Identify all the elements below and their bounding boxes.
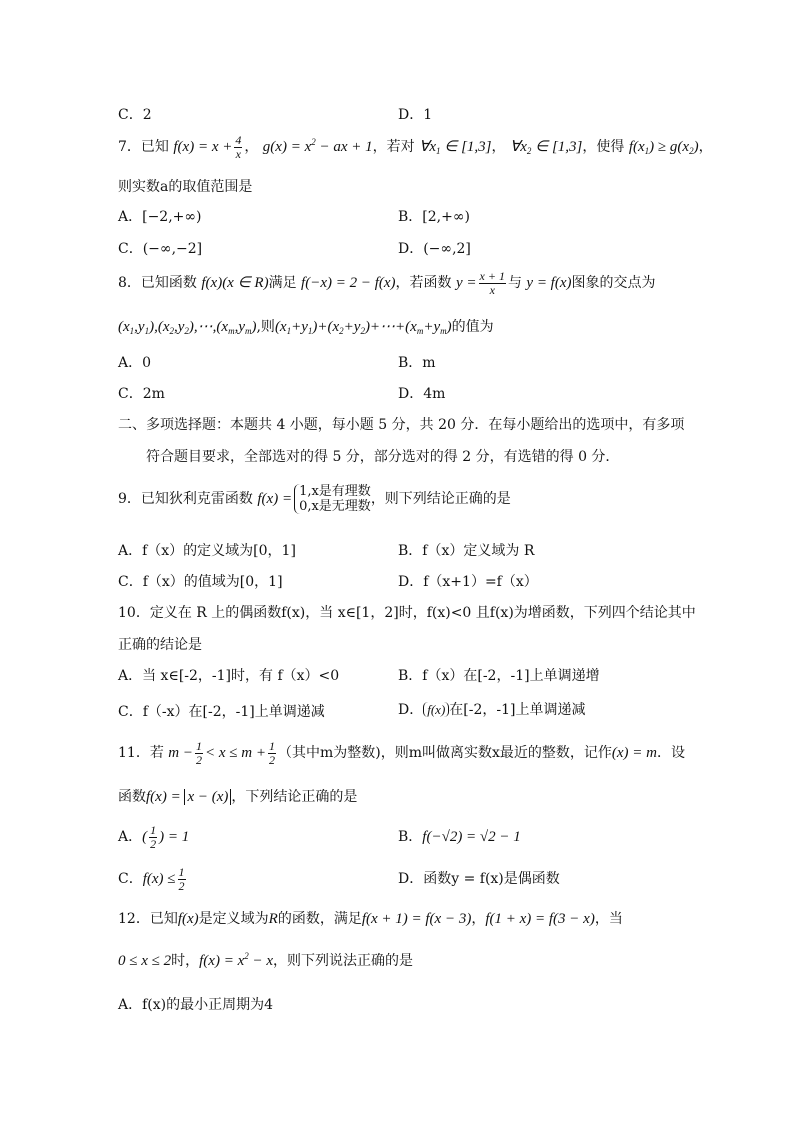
q12-R: R <box>268 911 278 927</box>
q8-stem-c: ，若函数 <box>395 274 452 291</box>
q11-line2-a: 函数 <box>118 789 146 805</box>
q10-abs-f: f(x) <box>423 702 449 717</box>
q8-line2-end: 的值为 <box>451 319 494 335</box>
q8-stem-d: 与 <box>507 274 522 291</box>
q12-cond1: f(x + 1) = f(x − 3) <box>361 911 472 927</box>
q7-stem-d: ， <box>491 138 506 155</box>
q12-stem-b: 是定义域为 <box>198 911 269 927</box>
q11-f-def: f(x) = x − (x) <box>146 789 231 805</box>
q12-line2-b: ，则下列说法正确的是 <box>273 953 414 969</box>
q8-f-domain: f(x)(x ∈ R) <box>201 274 269 291</box>
q8-option-c: C．2m <box>118 386 165 402</box>
q12-f-def: $f(x) = x^2 - x$ <box>199 951 274 969</box>
q11-stem-c: ．设 <box>657 744 685 761</box>
q8-y-def: y = $\frac{x + 1}{x}$ <box>455 269 505 297</box>
q7-stem <box>118 134 713 161</box>
q7-stem-e: ，使得 <box>582 138 625 155</box>
q7-stem-f: ， <box>698 138 713 155</box>
q12-cond2: f(1 + x) = f(3 − x) <box>485 911 595 927</box>
q12-stem-e: ，当 <box>594 911 623 927</box>
q12-line2 <box>118 950 413 970</box>
q11-option-a-label: A． <box>118 828 143 845</box>
q11-option-c <box>118 866 188 893</box>
q8-f-relation: f(−x) = 2 − f(x) <box>301 274 396 291</box>
q12-f: f(x) <box>177 911 199 927</box>
q10-option-b: B．f（x）在[-2，-1]上单调递增 <box>398 668 600 684</box>
q9-stem-a: 9．已知狄利克雷函数 <box>118 491 253 507</box>
q8-option-b: B．m <box>398 355 436 371</box>
q11-notation: (x) = m <box>611 744 657 761</box>
q8-points: $(x_1,y_1),(x_2,y_2),\cdots,(x_m,y_m)$ <box>118 319 257 336</box>
q12-interval: 0 ≤ x ≤ 2 <box>118 953 172 969</box>
q10-option-d <box>398 699 585 719</box>
q9-f-label: f(x) = <box>257 491 293 507</box>
q10-option-a: A．当 x∈[-2，-1]时，有 f（x）<0 <box>118 668 340 684</box>
q11-option-c-label: C． <box>118 870 143 887</box>
q9-stem-b: ，则下列结论正确的是 <box>370 491 511 507</box>
q7-forall-x1: $\forall x_1$ ∈ [1,3] <box>419 138 492 156</box>
q6-option-c: C．2 <box>118 107 152 123</box>
q8-option-a: A．0 <box>118 355 152 371</box>
q10-option-c: C．f（-x）在[-2，-1]上单调递减 <box>118 704 325 720</box>
q11-option-d: D．函数y = f(x)是偶函数 <box>398 871 560 887</box>
q8-stem-a: 8．已知函数 <box>118 274 197 291</box>
q7-line2: 则实数a的取值范围是 <box>118 179 253 195</box>
q7-g-def: $g(x) = x^2$ − ax + 1 <box>262 136 373 155</box>
q11-option-c-expr: f(x) ≤ $\frac{1}{2}$ <box>142 865 185 893</box>
q12-line2-a: 时， <box>171 953 200 969</box>
q7-option-c: C．(−∞,−2] <box>118 241 203 257</box>
q7-ineq: $f(x_1) \ge g(x_2)$ <box>628 138 699 156</box>
q11-option-a <box>118 824 189 851</box>
section2-line1: 二、多项选择题：本题共 4 小题，每小题 5 分，共 20 分．在每小题给出的选项中，有多项 <box>118 417 685 433</box>
q7-stem-a: 7．已知 <box>118 138 169 155</box>
q11-option-a-expr: ( $\frac{1}{2}$ ) = 1 <box>142 823 190 851</box>
q8-stem-e: 图象的交点为 <box>571 274 656 291</box>
q9-piecewise <box>294 484 371 514</box>
q12-option-a: A．f(x)的最小正周期为4 <box>118 997 274 1013</box>
q8-line2: $(x_1,y_1),(x_2,y_2),\cdots,(x_m,y_m)$,则$(x_1+y_1)+(x_2+y_2)+\cdots+(x_m+y_m)$的值为 <box>118 319 494 336</box>
q9-stem <box>118 484 511 514</box>
q8-option-d: D．4m <box>398 386 446 402</box>
q10-option-d-text: 在[-2，-1]上单调递减 <box>449 702 586 718</box>
q8-sum: $(x_1+y_1)+(x_2+y_2)+\cdots+(x_m+y_m)$ <box>274 319 452 336</box>
q8-y-f: y = f(x) <box>526 274 572 291</box>
q8-stem <box>118 270 656 297</box>
q9-option-c: C．f（x）的值域为[0，1] <box>118 574 283 590</box>
q7-stem-c: ，若对 <box>372 138 415 155</box>
q9-option-a: A．f（x）的定义域为[0，1] <box>118 543 296 559</box>
q6-option-d: D．1 <box>398 107 433 123</box>
q11-line2-b: ，下列结论正确的是 <box>231 789 358 805</box>
q11-stem <box>118 740 685 767</box>
q9-option-d: D．f（x+1）=f（x） <box>398 574 538 590</box>
q11-stem-a: 11．若 <box>118 744 164 761</box>
q7-forall-x2: $\forall x_2$ ∈ [1,3] <box>509 138 583 156</box>
q7-option-d: D．(−∞,2] <box>398 241 471 257</box>
q11-option-b <box>398 826 521 846</box>
q12-stem <box>118 908 623 928</box>
q12-stem-a: 12．已知 <box>118 911 178 927</box>
q10-option-d-label: D． <box>398 702 424 718</box>
q10-line2: 正确的结论是 <box>118 637 202 653</box>
q7-option-a: A．[−2,+∞) <box>118 209 202 225</box>
q12-stem-d: ， <box>471 911 486 927</box>
q11-ineq: m − $\frac{1}{2}$ < x ≤ m + $\frac{1}{2}$ <box>168 739 275 767</box>
q11-line2 <box>118 786 357 806</box>
q7-option-b: B．[2,+∞) <box>398 209 470 225</box>
q12-stem-c: 的函数，满足 <box>277 911 362 927</box>
q7-stem-b: ， <box>244 138 259 155</box>
q7-f-def: f(x) = x + $\frac{4}{x}$ <box>173 133 242 161</box>
q11-stem-b: （其中m为整数)，则m叫做离实数x最近的整数，记作 <box>277 744 612 761</box>
q9-case2: 0,x是无理数 <box>299 499 371 514</box>
q10-line1: 10．定义在 R 上的偶函数f(x)，当 x∈[1，2]时，f(x)<0 且f(x)为增函数，下列四个结论其中 <box>118 605 696 621</box>
q9-option-b: B．f（x）定义域为 R <box>398 543 535 559</box>
section2-line2: 符合题目要求，全部选对的得 5 分，部分选对的得 2 分，有选错的得 0 分． <box>146 449 620 465</box>
q11-option-b-label: B． <box>398 829 423 845</box>
q9-case1: 1,x是有理数 <box>299 484 371 499</box>
q8-stem-b: 满足 <box>268 274 297 291</box>
q11-option-b-expr: f(−√2) = √2 − 1 <box>422 829 521 845</box>
